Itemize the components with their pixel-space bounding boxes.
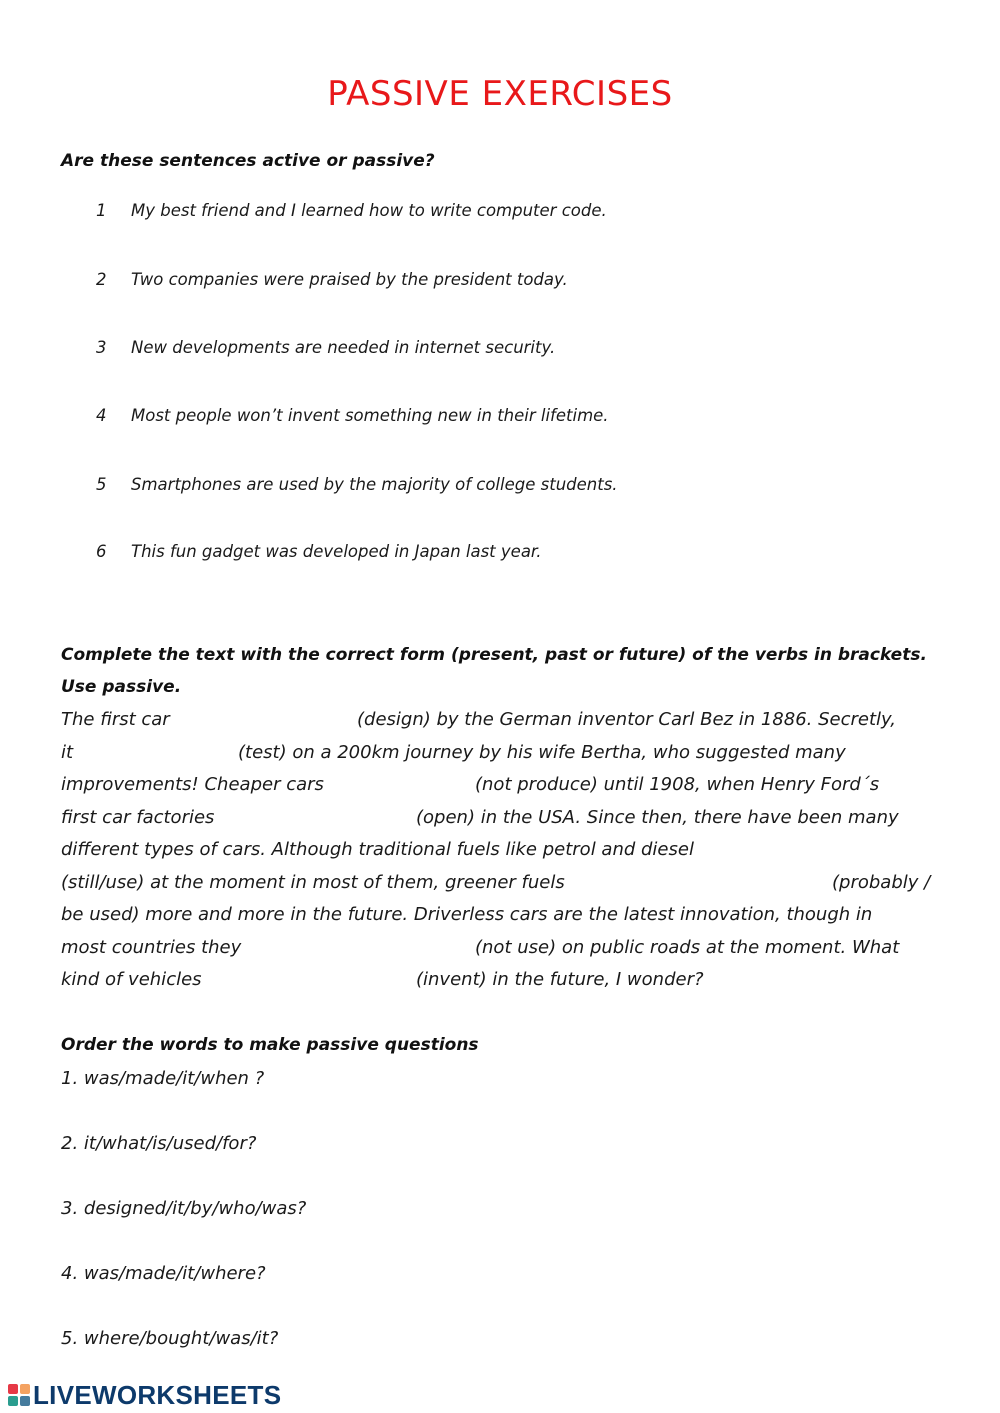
sentence-item-4: [96, 406, 609, 425]
section2-heading-line1: Complete the text with the correct form (present, past or future) of the verbs in brackets.: [61, 645, 927, 665]
sentence-text: My best friend and I learned how to write computer code.: [131, 201, 607, 220]
answer-blank-3[interactable]: [333, 775, 473, 797]
sentence-text: New developments are needed in internet security.: [131, 338, 556, 357]
paragraph-line-4: [61, 802, 951, 835]
sentence-item-1: [96, 201, 607, 220]
sentence-text: This fun gadget was developed in Japan last year.: [131, 542, 542, 561]
paragraph-line-2: [61, 737, 951, 770]
sentence-number: 1: [96, 201, 107, 220]
paragraph-line-1: [61, 704, 951, 737]
sentence-item-3: [96, 338, 555, 357]
text-segment: (still/use) at the moment in most of them, greener fuels: [61, 871, 565, 893]
text-segment: kind of vehicles: [61, 969, 202, 990]
answer-blank-2[interactable]: [81, 743, 231, 765]
logo-text: LIVEWORKSHEETS: [33, 1379, 282, 1410]
paragraph-line-9: [61, 964, 951, 997]
answer-blank-7[interactable]: [253, 938, 468, 960]
section1-heading: Are these sentences active or passive?: [61, 151, 435, 171]
question-item-1: 1. was/made/it/when ?: [61, 1068, 265, 1089]
sentence-item-5: [96, 475, 618, 494]
text-segment: (not use) on public roads at the moment. What: [475, 936, 900, 958]
paragraph-line-6: [61, 867, 951, 900]
text-segment: it: [61, 741, 74, 763]
text-segment: improvements! Cheaper cars: [61, 774, 324, 795]
sentence-item-2: [96, 270, 568, 289]
question-item-5: 5. where/bought/was/it?: [61, 1328, 279, 1349]
logo-icon: [8, 1384, 30, 1406]
fill-in-paragraph: [61, 704, 951, 997]
section3-heading: Order the words to make passive questions: [61, 1035, 479, 1055]
text-segment: (open) in the USA. Since then, there have been many: [416, 806, 899, 828]
sentence-number: 4: [96, 406, 107, 425]
sentence-text: Most people won’t invent something new in their lifetime.: [131, 406, 609, 425]
answer-blank-5[interactable]: [726, 840, 926, 862]
text-segment: most countries they: [61, 936, 242, 958]
sentence-number: 2: [96, 270, 107, 289]
text-segment: be used) more and more in the future. Driverless cars are the latest innovation, though in: [61, 904, 873, 925]
question-item-2: 2. it/what/is/used/for?: [61, 1133, 257, 1154]
answer-blank-4[interactable]: [227, 808, 412, 830]
sentence-number: 5: [96, 475, 107, 494]
page-title: PASSIVE EXERCISES: [327, 74, 673, 114]
text-segment: (invent) in the future, I wonder?: [416, 969, 704, 990]
paragraph-line-5: [61, 834, 951, 867]
sentence-text: Smartphones are used by the majority of college students.: [131, 475, 618, 494]
question-item-3: 3. designed/it/by/who/was?: [61, 1198, 307, 1219]
paragraph-line-8: [61, 932, 951, 965]
sentence-number: 3: [96, 338, 107, 357]
paragraph-line-7: [61, 899, 951, 932]
answer-blank-1[interactable]: [183, 710, 353, 732]
sentence-item-6: [96, 542, 541, 561]
text-segment: (probably /: [832, 871, 931, 893]
question-item-4: 4. was/made/it/where?: [61, 1263, 266, 1284]
section2-heading-line2: Use passive.: [61, 677, 182, 697]
text-segment: different types of cars. Although traditional fuels like petrol and diesel: [61, 839, 694, 860]
answer-blank-6[interactable]: [596, 873, 826, 895]
text-segment: (design) by the German inventor Carl Bez in 1886. Secretly,: [357, 709, 896, 730]
sentence-text: Two companies were praised by the president today.: [131, 270, 568, 289]
text-segment: (test) on a 200km journey by his wife Bertha, who suggested many: [238, 741, 846, 763]
liveworksheets-logo: [8, 1380, 281, 1410]
text-segment: (not produce) until 1908, when Henry Ford´s: [475, 774, 880, 795]
sentence-number: 6: [96, 542, 107, 561]
answer-blank-8[interactable]: [211, 970, 411, 992]
paragraph-line-3: [61, 769, 951, 802]
text-segment: first car factories: [61, 806, 215, 828]
text-segment: The first car: [61, 709, 170, 730]
